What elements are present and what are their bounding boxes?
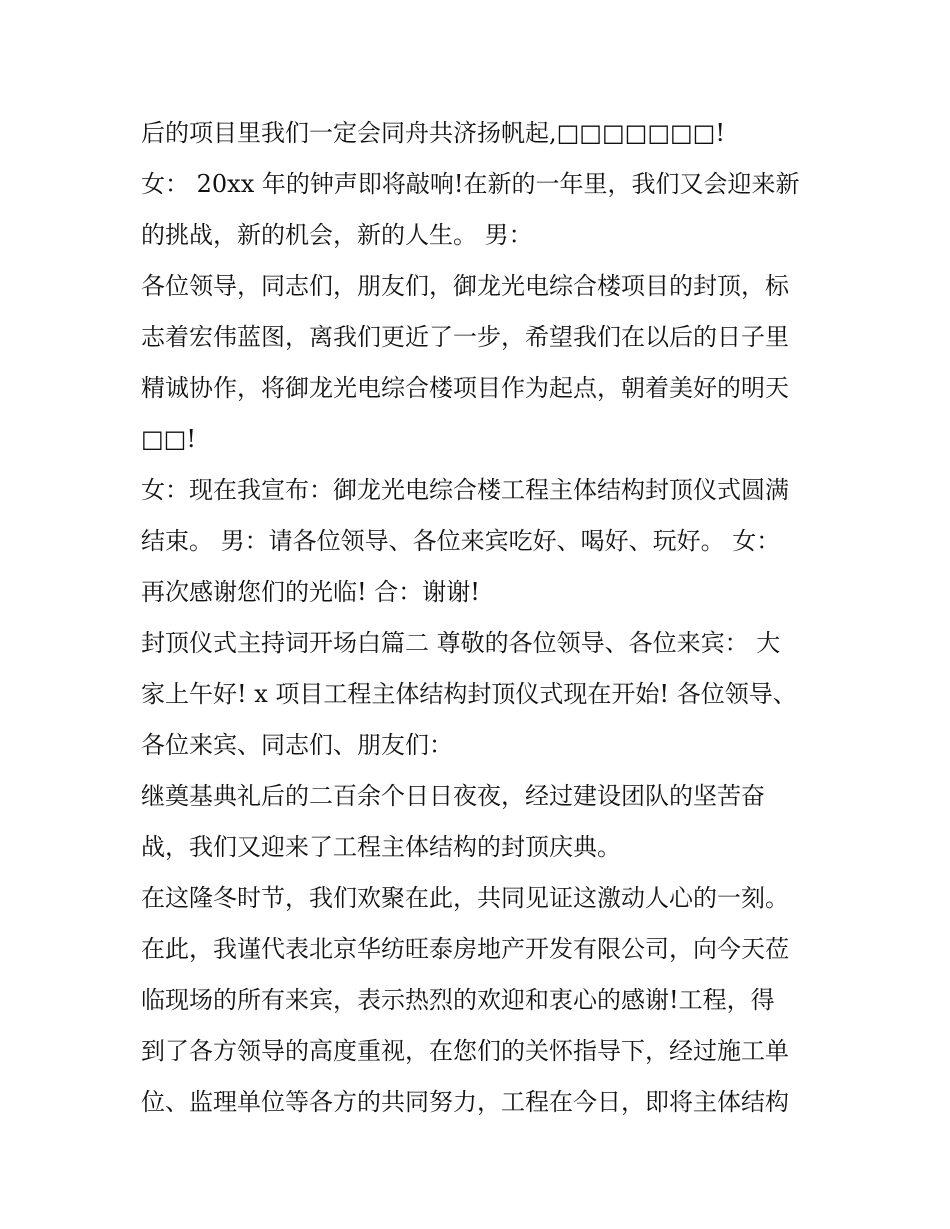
text-line: 结束。 男：请各位领导、各位来宾吃好、喝好、玩好。 女： xyxy=(141,527,781,555)
text-line: 各位领导，同志们，朋友们，御龙光电综合楼项目的封顶，标 xyxy=(141,272,789,300)
text-line: 家上午好! x 项目工程主体结构封顶仪式现在开始! 各位领导、 xyxy=(141,680,797,708)
text-line: 再次感谢您们的光临! 合：谢谢! xyxy=(141,578,480,606)
text-line: 战，我们又迎来了工程主体结构的封顶庆典。 xyxy=(141,833,621,861)
text-line: 在此，我谨代表北京华纺旺泰房地产开发有限公司，向今天莅 xyxy=(141,935,789,963)
text-line: 位、监理单位等各方的共同努力，工程在今日，即将主体结构 xyxy=(141,1088,789,1116)
text-line: 精诚协作，将御龙光电综合楼项目作为起点，朝着美好的明天 xyxy=(141,374,789,402)
text-line: 到了各方领导的高度重视，在您们的关怀指导下，经过施工单 xyxy=(141,1037,789,1065)
text-line: 女：现在我宣布：御龙光电综合楼工程主体结构封顶仪式圆满 xyxy=(141,476,789,504)
text-line: 各位来宾、同志们、朋友们： xyxy=(141,731,453,759)
text-line: 继奠基典礼后的二百余个日日夜夜，经过建设团队的坚苦奋 xyxy=(141,782,765,810)
text-line: □□! xyxy=(141,425,196,453)
body-text xyxy=(141,108,821,1128)
text-line: 后的项目里我们一定会同舟共济扬帆起,□□□□□□□! xyxy=(141,119,726,147)
text-line: 女： 20xx 年的钟声即将敲响!在新的一年里，我们又会迎来新 xyxy=(141,170,800,198)
text-line: 临现场的所有来宾，表示热烈的欢迎和衷心的感谢!工程，得 xyxy=(141,986,775,1014)
text-line: 在这隆冬时节，我们欢聚在此，共同见证这激动人心的一刻。 xyxy=(141,884,789,912)
text-line: 的挑战，新的机会，新的人生。 男： xyxy=(141,221,533,249)
text-line: 封顶仪式主持词开场白篇二 尊敬的各位领导、各位来宾： 大 xyxy=(141,629,781,657)
text-line: 志着宏伟蓝图，离我们更近了一步，希望我们在以后的日子里 xyxy=(141,323,789,351)
